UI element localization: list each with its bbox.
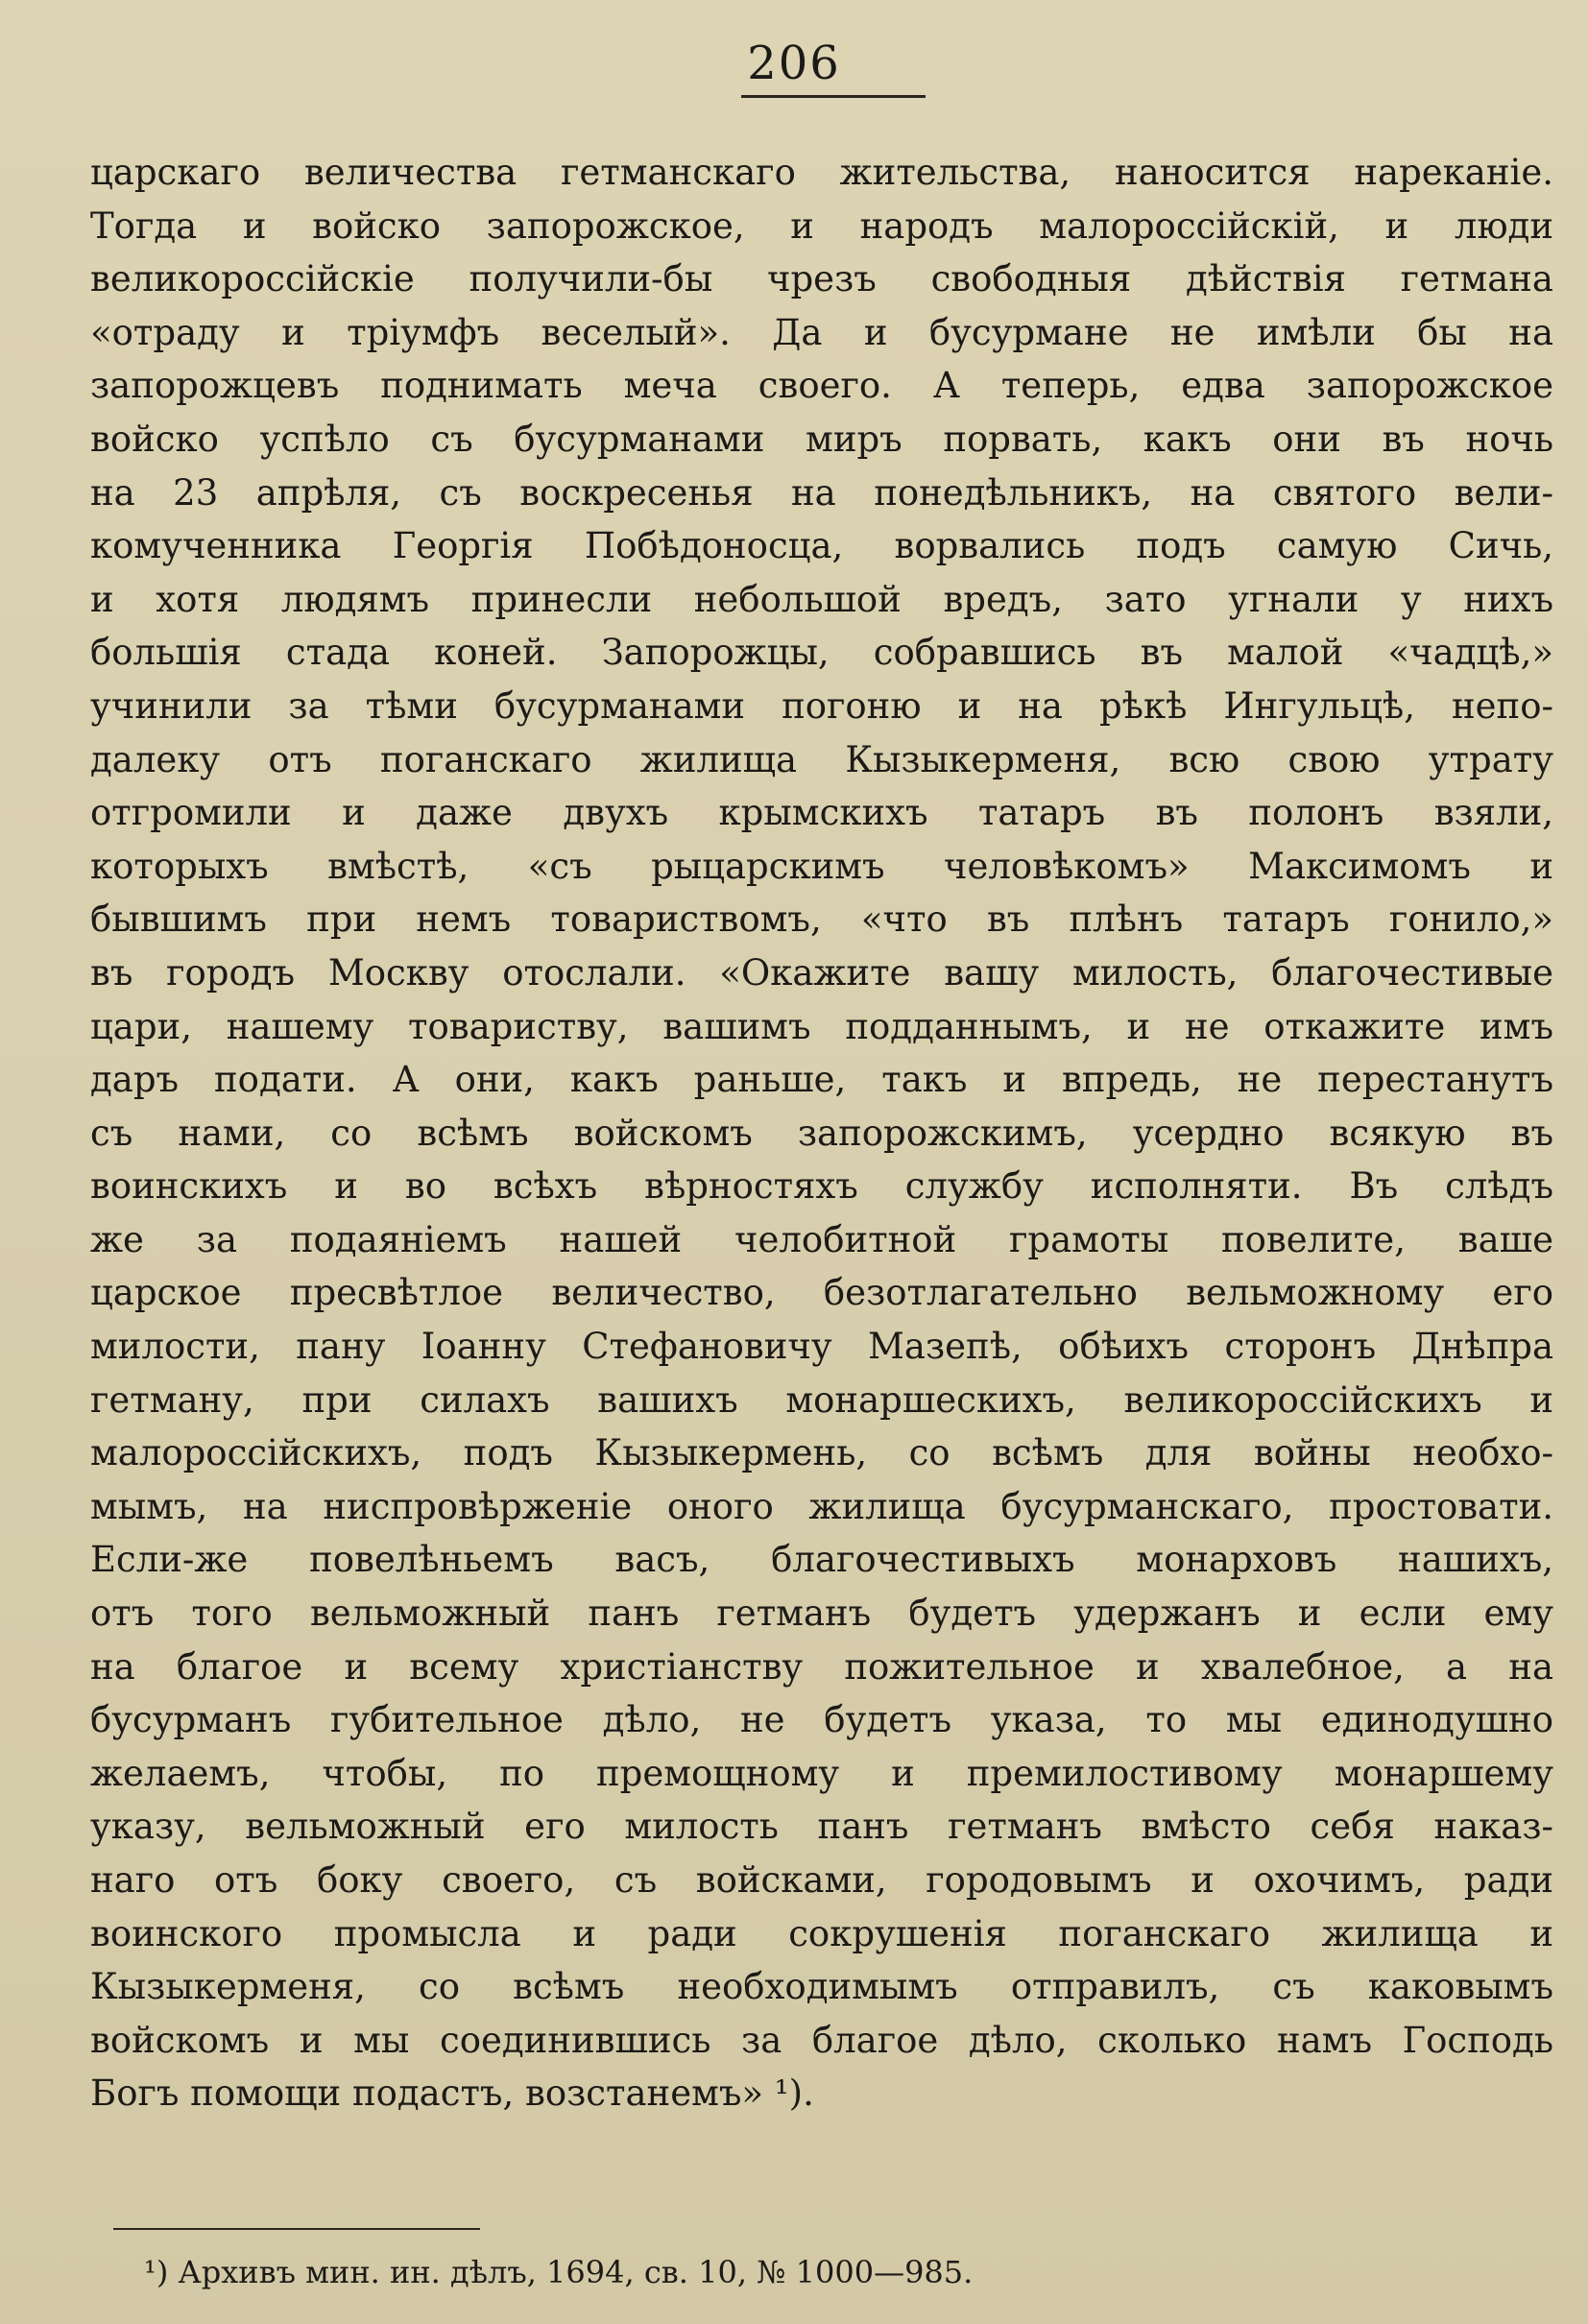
footnote: ¹) Архивъ мин. ин. дѣлъ, 1694, св. 10, № 1000—985. <box>144 2254 974 2290</box>
text-line: войско успѣло съ бусурманами миръ порвать, какъ они въ ночь <box>90 418 1553 460</box>
text-line: бывшимъ при немъ товариствомъ, «что въ плѣнъ татаръ гонило,» <box>90 898 1553 941</box>
page-number: 206 <box>747 36 841 90</box>
text-line: воинскихъ и во всѣхъ вѣрностяхъ службу исполняти. Въ слѣдъ <box>90 1165 1553 1208</box>
text-line: царскаго величества гетманскаго жительства, наносится нареканіе. <box>90 152 1553 193</box>
text-line: отъ того вельможный панъ гетманъ будетъ удержанъ и если ему <box>90 1593 1553 1635</box>
text-line: Если-же повелѣньемъ васъ, благочестивыхъ монарховъ нашихъ, <box>90 1539 1553 1581</box>
text-line: наго отъ боку своего, съ войсками, городовымъ и охочимъ, ради <box>90 1859 1553 1901</box>
text-line: Кызыкерменя, со всѣмъ необходимымъ отправилъ, съ каковымъ <box>90 1966 1553 2008</box>
text-line: Тогда и войско запорожское, и народъ малороссійскій, и люди <box>90 204 1553 247</box>
text-line: же за подаяніемъ нашей челобитной грамоты повелите, ваше <box>90 1218 1553 1260</box>
text-line: бусурманъ губительное дѣло, не будетъ указа, то мы единодушно <box>90 1699 1553 1741</box>
text-line: съ нами, со всѣмъ войскомъ запорожскимъ, усердно всякую въ <box>90 1112 1553 1154</box>
text-line: отгромили и даже двухъ крымскихъ татаръ въ полонъ взяли, <box>90 792 1553 834</box>
text-line: въ городъ Москву отослали. «Окажите вашу милость, благочестивые <box>90 951 1553 994</box>
text-line: цари, нашему товариству, вашимъ подданнымъ, и не откажите имъ <box>90 1005 1553 1047</box>
header-rule <box>741 95 926 98</box>
text-line: учинили за тѣми бусурманами погоню и на рѣкѣ Ингульцѣ, непо- <box>90 684 1553 727</box>
text-line: на благое и всему христіанству пожительное и хвалебное, а на <box>90 1645 1553 1688</box>
body-text <box>90 146 1553 2120</box>
footnote-rule <box>113 2228 480 2230</box>
text-line: Богъ помощи подастъ, возстанемъ» ¹). <box>90 2072 814 2115</box>
text-line: великороссійскіе получили-бы чрезъ свободныя дѣйствія гетмана <box>90 258 1553 300</box>
text-line: царское пресвѣтлое величество, безотлагательно вельможному его <box>90 1272 1553 1314</box>
text-line: милости, пану Іоанну Стефановичу Мазепѣ, обѣихъ сторонъ Днѣпра <box>90 1326 1553 1368</box>
text-line: воинского промысла и ради сокрушенія поганскаго жилища и <box>90 1912 1553 1954</box>
text-line: указу, вельможный его милость панъ гетманъ вмѣсто себя наказ- <box>90 1806 1553 1848</box>
text-line: войскомъ и мы соединившись за благое дѣло, сколько намъ Господь <box>90 2019 1553 2061</box>
text-line: которыхъ вмѣстѣ, «съ рыцарскимъ человѣкомъ» Максимомъ и <box>90 845 1553 887</box>
text-line: желаемъ, чтобы, по премощному и премилостивому монаршему <box>90 1752 1553 1794</box>
text-line: даръ подати. А они, какъ раньше, такъ и впредь, не перестанутъ <box>90 1059 1553 1101</box>
text-line: малороссійскихъ, подъ Кызыкермень, со всѣмъ для войны необхо- <box>90 1432 1553 1474</box>
text-line: комученника Георгія Побѣдоносца, ворвались подъ самую Сичь, <box>90 525 1553 567</box>
text-line: на 23 апрѣля, съ воскресенья на понедѣльникъ, на святого вели- <box>90 471 1553 514</box>
text-line: мымъ, на ниспровѣрженіе оного жилища бусурманскаго, простовати. <box>90 1485 1553 1527</box>
text-line: и хотя людямъ принесли небольшой вредъ, зато угнали у нихъ <box>90 578 1553 620</box>
text-line: «отраду и тріумфъ веселый». Да и бусурмане не имѣли бы на <box>90 311 1553 353</box>
text-line: запорожцевъ поднимать меча своего. А теперь, едва запорожское <box>90 365 1553 407</box>
text-line: далеку отъ поганскаго жилища Кызыкерменя, всю свою утрату <box>90 738 1553 780</box>
text-line: большія стада коней. Запорожцы, собравшись въ малой «чадцѣ,» <box>90 632 1553 674</box>
text-line: гетману, при силахъ вашихъ монаршескихъ, великороссійскихъ и <box>90 1378 1553 1421</box>
